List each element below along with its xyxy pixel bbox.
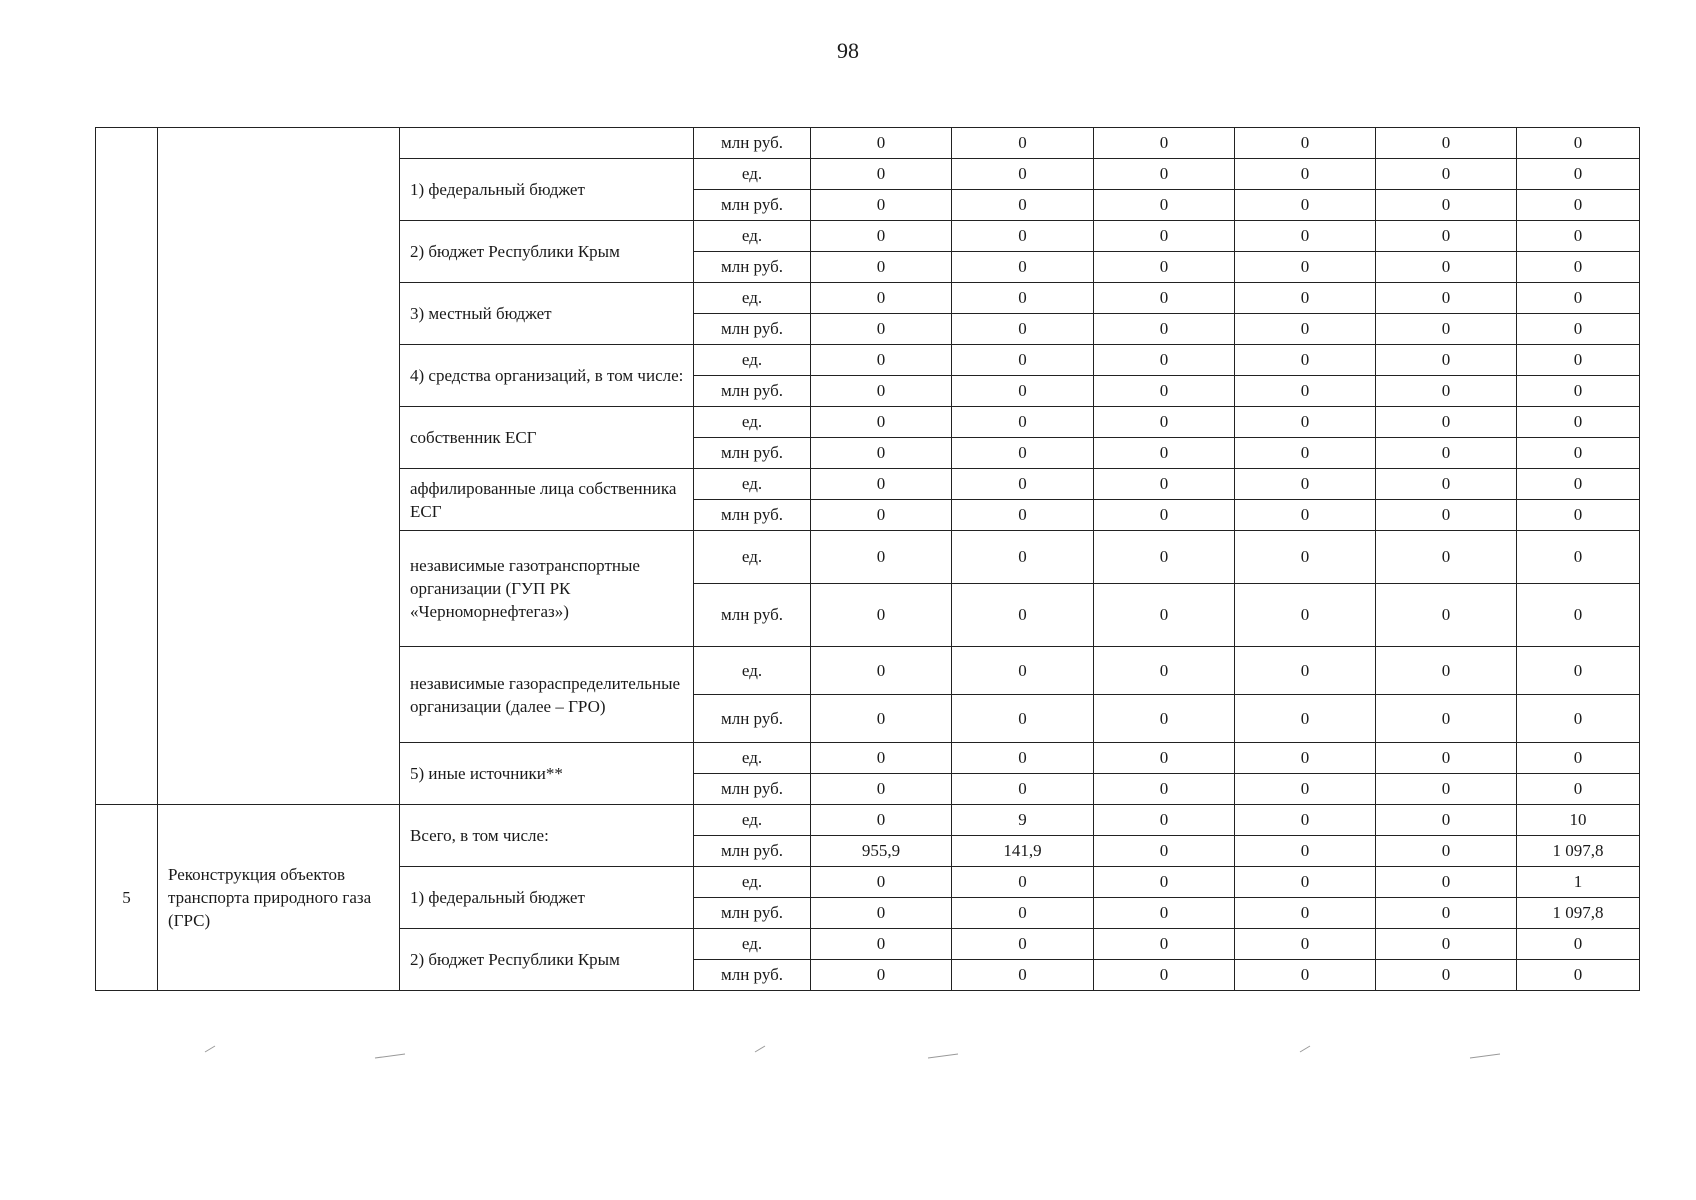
value-cell: 0 (1376, 314, 1517, 345)
value-cell: 0 (1094, 695, 1235, 743)
unit-cell: млн руб. (694, 252, 811, 283)
value-cell: 0 (1235, 438, 1376, 469)
value-cell: 0 (952, 376, 1094, 407)
value-cell: 0 (811, 407, 952, 438)
value-cell: 0 (952, 314, 1094, 345)
value-cell: 0 (1094, 345, 1235, 376)
unit-cell: ед. (694, 469, 811, 500)
value-cell: 0 (1235, 128, 1376, 159)
value-cell: 0 (1094, 836, 1235, 867)
value-cell: 0 (1517, 929, 1640, 960)
value-cell: 955,9 (811, 836, 952, 867)
unit-cell: ед. (694, 929, 811, 960)
value-cell: 0 (952, 743, 1094, 774)
funding-source-cell: 4) средства организаций, в том числе: (400, 345, 694, 407)
value-cell: 0 (811, 221, 952, 252)
value-cell: 0 (1376, 190, 1517, 221)
value-cell: 0 (1517, 960, 1640, 991)
value-cell: 0 (1094, 128, 1235, 159)
unit-cell: ед. (694, 221, 811, 252)
value-cell: 1 097,8 (1517, 836, 1640, 867)
value-cell: 0 (1376, 500, 1517, 531)
value-cell: 0 (1094, 867, 1235, 898)
value-cell: 0 (1376, 836, 1517, 867)
unit-cell: млн руб. (694, 128, 811, 159)
table-row (96, 805, 1640, 836)
funding-source-cell: независимые газотранспортные организации (ГУП РК «Черноморнефтегаз») (400, 531, 694, 647)
value-cell: 0 (1235, 647, 1376, 695)
value-cell: 0 (1235, 252, 1376, 283)
value-cell: 0 (1376, 584, 1517, 647)
unit-cell: млн руб. (694, 584, 811, 647)
value-cell: 0 (1235, 283, 1376, 314)
unit-cell: ед. (694, 805, 811, 836)
value-cell: 0 (1235, 898, 1376, 929)
unit-cell: млн руб. (694, 960, 811, 991)
value-cell: 0 (1376, 898, 1517, 929)
value-cell: 0 (1517, 584, 1640, 647)
value-cell: 0 (1094, 159, 1235, 190)
value-cell: 0 (1517, 252, 1640, 283)
unit-cell: млн руб. (694, 695, 811, 743)
value-cell: 0 (1517, 469, 1640, 500)
unit-cell: ед. (694, 407, 811, 438)
value-cell: 0 (1235, 774, 1376, 805)
value-cell: 0 (811, 960, 952, 991)
unit-cell: ед. (694, 531, 811, 584)
value-cell: 0 (1376, 345, 1517, 376)
value-cell: 0 (811, 438, 952, 469)
value-cell: 0 (1094, 283, 1235, 314)
value-cell: 0 (1235, 805, 1376, 836)
value-cell: 0 (1517, 376, 1640, 407)
value-cell: 0 (1517, 743, 1640, 774)
value-cell: 0 (952, 469, 1094, 500)
value-cell: 0 (1517, 438, 1640, 469)
value-cell: 0 (952, 774, 1094, 805)
value-cell: 0 (1376, 469, 1517, 500)
value-cell: 0 (811, 469, 952, 500)
value-cell: 0 (1376, 647, 1517, 695)
value-cell: 0 (1376, 407, 1517, 438)
value-cell: 0 (952, 695, 1094, 743)
unit-cell: млн руб. (694, 376, 811, 407)
value-cell: 0 (1094, 774, 1235, 805)
value-cell: 0 (811, 695, 952, 743)
value-cell: 0 (811, 190, 952, 221)
value-cell: 0 (1517, 695, 1640, 743)
value-cell: 0 (1376, 743, 1517, 774)
value-cell: 0 (1235, 836, 1376, 867)
unit-cell: ед. (694, 283, 811, 314)
value-cell: 0 (811, 252, 952, 283)
value-cell: 0 (1376, 438, 1517, 469)
value-cell: 1 097,8 (1517, 898, 1640, 929)
value-cell: 0 (1235, 584, 1376, 647)
value-cell: 0 (1517, 345, 1640, 376)
value-cell: 0 (1517, 407, 1640, 438)
object-cell: Реконструкция объектов транспорта природного газа (ГРС) (158, 805, 400, 991)
value-cell: 0 (1094, 438, 1235, 469)
unit-cell: ед. (694, 743, 811, 774)
value-cell: 0 (1094, 376, 1235, 407)
unit-cell: ед. (694, 867, 811, 898)
value-cell: 10 (1517, 805, 1640, 836)
value-cell: 0 (1517, 314, 1640, 345)
value-cell: 0 (1376, 805, 1517, 836)
value-cell: 0 (1235, 345, 1376, 376)
funding-source-cell: 1) федеральный бюджет (400, 867, 694, 929)
value-cell: 0 (952, 898, 1094, 929)
value-cell: 0 (1094, 407, 1235, 438)
value-cell: 0 (1376, 960, 1517, 991)
value-cell: 0 (952, 190, 1094, 221)
value-cell: 0 (1376, 283, 1517, 314)
funding-source-cell: независимые газораспределительные организации (далее – ГРО) (400, 647, 694, 743)
table-body (96, 128, 1640, 991)
value-cell: 0 (1094, 531, 1235, 584)
value-cell: 0 (952, 345, 1094, 376)
value-cell: 0 (1235, 376, 1376, 407)
value-cell: 0 (952, 647, 1094, 695)
value-cell: 0 (952, 252, 1094, 283)
value-cell: 0 (811, 159, 952, 190)
value-cell: 0 (811, 376, 952, 407)
value-cell: 0 (1094, 500, 1235, 531)
funding-source-cell: 2) бюджет Республики Крым (400, 929, 694, 991)
funding-source-cell (400, 128, 694, 159)
unit-cell: млн руб. (694, 898, 811, 929)
value-cell: 0 (811, 647, 952, 695)
funding-source-cell: 5) иные источники** (400, 743, 694, 805)
value-cell: 0 (1376, 531, 1517, 584)
value-cell: 0 (952, 438, 1094, 469)
value-cell: 0 (952, 929, 1094, 960)
unit-cell: млн руб. (694, 836, 811, 867)
value-cell: 0 (811, 805, 952, 836)
value-cell: 0 (1235, 159, 1376, 190)
page-number: 98 (837, 38, 859, 63)
value-cell: 0 (1094, 190, 1235, 221)
value-cell: 0 (811, 345, 952, 376)
value-cell: 0 (811, 500, 952, 531)
value-cell: 0 (952, 221, 1094, 252)
unit-cell: млн руб. (694, 438, 811, 469)
value-cell: 0 (811, 283, 952, 314)
value-cell: 0 (1094, 805, 1235, 836)
table-row (96, 128, 1640, 159)
value-cell: 0 (1517, 500, 1640, 531)
funding-source-cell: 3) местный бюджет (400, 283, 694, 345)
value-cell: 0 (1235, 743, 1376, 774)
value-cell: 0 (1094, 743, 1235, 774)
value-cell: 0 (811, 743, 952, 774)
value-cell: 0 (1235, 500, 1376, 531)
value-cell: 0 (811, 584, 952, 647)
value-cell: 0 (811, 128, 952, 159)
value-cell: 0 (952, 584, 1094, 647)
value-cell: 0 (1235, 960, 1376, 991)
unit-cell: ед. (694, 647, 811, 695)
value-cell: 0 (1376, 252, 1517, 283)
value-cell: 0 (1094, 469, 1235, 500)
unit-cell: млн руб. (694, 314, 811, 345)
value-cell: 0 (811, 531, 952, 584)
value-cell: 0 (811, 867, 952, 898)
value-cell: 0 (1376, 929, 1517, 960)
unit-cell: млн руб. (694, 190, 811, 221)
value-cell: 0 (1376, 159, 1517, 190)
value-cell: 0 (952, 867, 1094, 898)
value-cell: 0 (1376, 867, 1517, 898)
value-cell: 0 (952, 960, 1094, 991)
value-cell: 0 (1517, 774, 1640, 805)
value-cell: 0 (1517, 221, 1640, 252)
value-cell: 0 (1094, 221, 1235, 252)
value-cell: 0 (1094, 960, 1235, 991)
value-cell: 0 (1235, 695, 1376, 743)
value-cell: 0 (1094, 647, 1235, 695)
value-cell: 0 (1376, 128, 1517, 159)
value-cell: 9 (952, 805, 1094, 836)
value-cell: 0 (1517, 531, 1640, 584)
unit-cell: млн руб. (694, 500, 811, 531)
value-cell: 0 (1376, 695, 1517, 743)
value-cell: 0 (811, 774, 952, 805)
value-cell: 141,9 (952, 836, 1094, 867)
value-cell: 0 (1094, 314, 1235, 345)
financing-table (95, 127, 1640, 991)
value-cell: 0 (1094, 584, 1235, 647)
value-cell: 0 (1235, 867, 1376, 898)
value-cell: 0 (1235, 469, 1376, 500)
value-cell: 0 (1517, 159, 1640, 190)
value-cell: 0 (1094, 929, 1235, 960)
value-cell: 0 (952, 128, 1094, 159)
unit-cell: млн руб. (694, 774, 811, 805)
value-cell: 0 (1517, 647, 1640, 695)
row-number-cell (96, 128, 158, 805)
value-cell: 0 (1376, 221, 1517, 252)
value-cell: 0 (952, 283, 1094, 314)
value-cell: 0 (1235, 929, 1376, 960)
funding-source-cell: 2) бюджет Республики Крым (400, 221, 694, 283)
value-cell: 0 (1517, 283, 1640, 314)
value-cell: 0 (811, 929, 952, 960)
object-cell (158, 128, 400, 805)
value-cell: 0 (1517, 128, 1640, 159)
funding-source-cell: собственник ЕСГ (400, 407, 694, 469)
funding-source-cell: 1) федеральный бюджет (400, 159, 694, 221)
value-cell: 0 (811, 898, 952, 929)
value-cell: 0 (1094, 898, 1235, 929)
row-number-cell: 5 (96, 805, 158, 991)
value-cell: 0 (952, 500, 1094, 531)
value-cell: 0 (1376, 376, 1517, 407)
funding-source-cell: аффилированные лица собственника ЕСГ (400, 469, 694, 531)
value-cell: 0 (1235, 407, 1376, 438)
value-cell: 0 (952, 407, 1094, 438)
value-cell: 0 (1517, 190, 1640, 221)
value-cell: 0 (952, 531, 1094, 584)
value-cell: 0 (811, 314, 952, 345)
value-cell: 1 (1517, 867, 1640, 898)
value-cell: 0 (1235, 314, 1376, 345)
unit-cell: ед. (694, 345, 811, 376)
value-cell: 0 (1094, 252, 1235, 283)
funding-source-cell: Всего, в том числе: (400, 805, 694, 867)
unit-cell: ед. (694, 159, 811, 190)
value-cell: 0 (1376, 774, 1517, 805)
value-cell: 0 (952, 159, 1094, 190)
value-cell: 0 (1235, 190, 1376, 221)
value-cell: 0 (1235, 221, 1376, 252)
value-cell: 0 (1235, 531, 1376, 584)
